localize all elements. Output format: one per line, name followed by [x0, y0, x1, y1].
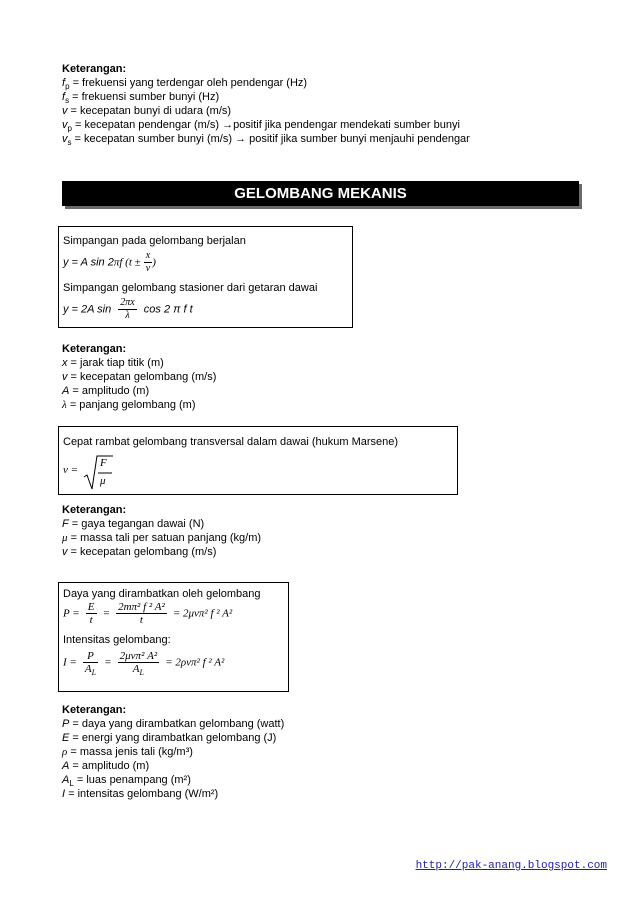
- keterangan-heading-3: Keterangan:: [62, 504, 127, 516]
- keterangan-heading-2: Keterangan:: [62, 343, 127, 355]
- legend-line-fp: $f_p$ = frekuensi yang terdengar oleh pendengar (Hz): [62, 77, 308, 92]
- legend-line-fs: $f_s$ = frekuensi sumber bunyi (Hz): [62, 91, 220, 106]
- box1-title-2: Simpangan gelombang stasioner dari getaran dawai: [63, 282, 318, 294]
- legend-line-rho: ρ = massa jenis tali (kg/m³): [62, 746, 193, 758]
- keterangan-heading-4: Keterangan:: [62, 704, 127, 716]
- legend-line-x: x = jarak tiap titik (m): [62, 357, 164, 369]
- legend-line-vp: $v_p$ = kecepatan pendengar (m/s) →positif jika pendengar mendekati sumber bunyi: [62, 119, 460, 134]
- legend-line-p: P = daya yang dirambatkan gelombang (watt): [62, 718, 285, 730]
- equation-daya: P = $\frac{E}{t}$ = $\frac{\text{2mπ² f ² A²}}{t}$ = 2μvπ² f ² A²: [63, 601, 233, 626]
- legend-line-lambda: λ = panjang gelombang (m): [62, 399, 196, 411]
- formula-box-simpangan: [58, 226, 353, 328]
- legend-line-vs: $v_s$ = kecepatan sumber bunyi (m/s) → positif jika sumber bunyi menjauhi pendengar: [62, 133, 470, 148]
- box1-title-1: Simpangan pada gelombang berjalan: [63, 235, 246, 247]
- equation-intensitas: I = $\frac{P}{A_L}$ = $\frac{\text{2μvπ² A²}}{A_L}$ = 2ρvπ² f ² A²: [63, 650, 225, 678]
- blog-link[interactable]: http://pak-anang.blogspot.com: [415, 860, 607, 872]
- legend-line-a: A = amplitudo (m): [62, 385, 150, 397]
- formula-box-marsene: Cepat rambat gelombang transversal dalam dawai (hukum Marsene) v = F μ: [58, 426, 458, 495]
- formula-box-daya: [58, 582, 289, 692]
- keterangan-heading-1: Keterangan:: [62, 63, 127, 75]
- legend-line-amplitudo: A = amplitudo (m): [62, 760, 150, 772]
- legend-line-f: F = gaya tegangan dawai (N): [62, 518, 205, 530]
- legend-line-al: $A_L$ = luas penampang (m²): [62, 774, 191, 789]
- equation-simpangan-berjalan: y = A sin 2πf (t ± $\frac{x}{v}$ ): [63, 250, 156, 274]
- sqrt-sign-icon: [83, 455, 113, 491]
- legend-line-mu: μ = massa tali per satuan panjang (kg/m): [62, 532, 262, 544]
- legend-line-v: v = kecepatan bunyi di udara (m/s): [62, 105, 232, 117]
- legend-line-v3: v = kecepatan gelombang (m/s): [62, 546, 217, 558]
- legend-line-e: E = energi yang dirambatkan gelombang (J): [62, 732, 277, 744]
- equation-simpangan-stasioner: y = 2A sin $\frac{2\pi x}{\lambda}$ cos 2 π f t: [63, 297, 193, 321]
- legend-line-i: I = intensitas gelombang (W/m²): [62, 788, 219, 800]
- legend-line-v2: v = kecepatan gelombang (m/s): [62, 371, 217, 383]
- box2-title: Cepat rambat gelombang transversal dalam dawai (hukum Marsene): [63, 436, 399, 448]
- box3-title-2: Intensitas gelombang:: [63, 634, 171, 646]
- box3-title-1: Daya yang dirambatkan oleh gelombang: [63, 588, 261, 600]
- section-banner: GELOMBANG MEKANIS: [62, 181, 579, 206]
